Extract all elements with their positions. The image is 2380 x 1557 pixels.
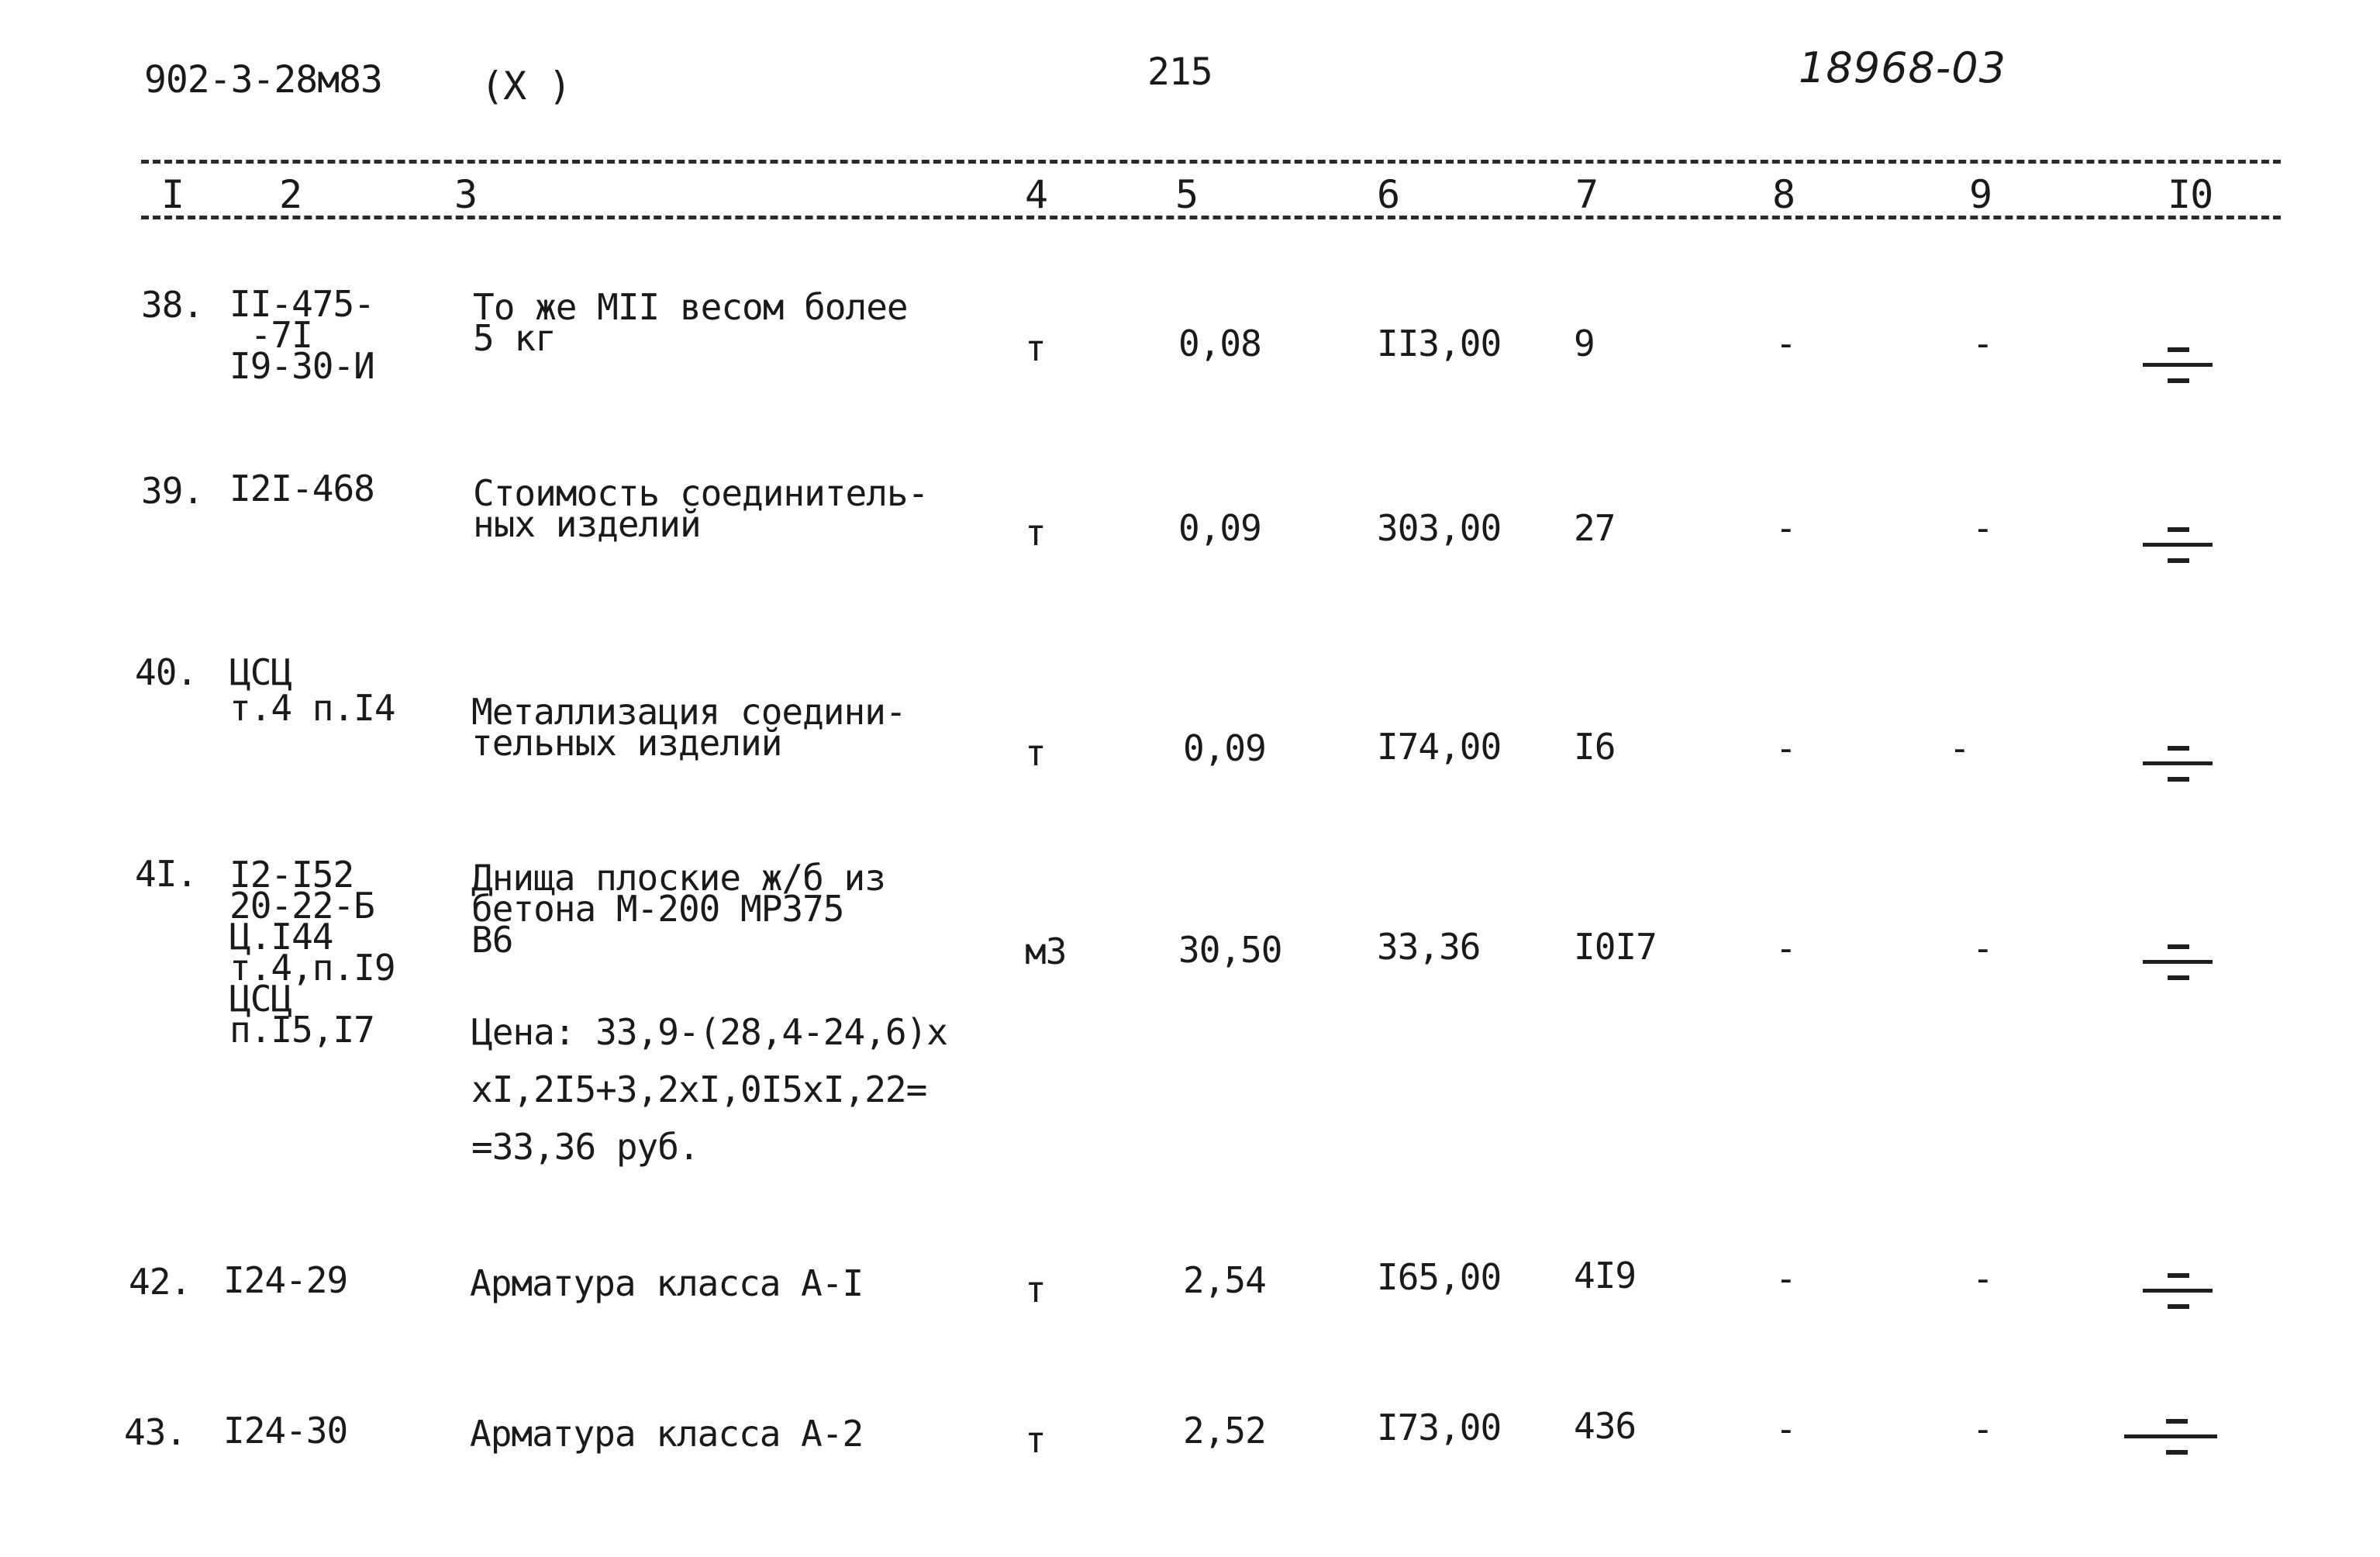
ditto-mark [2143, 347, 2213, 386]
norm-code: I24-30 [223, 1410, 348, 1452]
column-9-value: - [1972, 507, 1993, 549]
total-cost: 27 [1574, 507, 1616, 549]
price-calculation-note: Цена: 33,9-(28,4-24,6)x xI,2I5+3,2xI,0I5xI,22= =33,36 руб. [471, 1011, 947, 1168]
ditto-mark [2143, 527, 2213, 566]
quantity: 2,54 [1183, 1259, 1266, 1301]
unit: т [1025, 732, 1046, 774]
ditto-mark [2143, 1273, 2213, 1312]
row-number: 42. [129, 1261, 191, 1303]
unit-price: II3,00 [1377, 323, 1502, 364]
column-8-value: - [1775, 1408, 1796, 1450]
unit: т [1025, 1419, 1046, 1461]
total-cost: 4I9 [1574, 1255, 1637, 1296]
column-header-2: 2 [279, 172, 302, 217]
quantity: 0,09 [1183, 727, 1266, 769]
norm-code: I2-I52 20-22-Б Ц.I44 т.4,п.I9 ЦСЦ п.I5,I7 [229, 854, 395, 1051]
column-9-value: - [1972, 1408, 1993, 1450]
unit: т [1025, 327, 1046, 369]
column-header-10: I0 [2168, 172, 2213, 217]
section-marker: (X ) [481, 64, 571, 109]
column-9-value: - [1972, 1258, 1993, 1300]
total-cost: 436 [1574, 1405, 1637, 1447]
column-9-value: - [1949, 727, 1970, 769]
page-number: 215 [1147, 50, 1212, 94]
item-description: Стоимость соединитель- ных изделий [473, 472, 929, 545]
total-cost: I0I7 [1574, 926, 1657, 968]
column-header-1: I [161, 172, 185, 217]
norm-code: I2I-468 [229, 468, 374, 509]
unit-price: I74,00 [1377, 726, 1502, 768]
item-description: Арматура класса А-2 [470, 1413, 864, 1455]
unit-price: I73,00 [1377, 1407, 1502, 1448]
column-8-value: - [1775, 927, 1796, 969]
column-8-value: - [1775, 507, 1796, 549]
column-header-5: 5 [1175, 172, 1199, 217]
unit-price: 303,00 [1377, 507, 1502, 549]
row-number: 38. [141, 284, 204, 326]
total-cost: I6 [1574, 726, 1616, 768]
row-number: 43. [124, 1411, 187, 1453]
column-header-6: 6 [1377, 172, 1400, 217]
unit: т [1025, 1269, 1046, 1310]
norm-code: I24-29 [223, 1259, 348, 1301]
quantity: 0,08 [1178, 323, 1261, 364]
total-cost: 9 [1574, 323, 1595, 364]
unit-price: I65,00 [1377, 1256, 1502, 1298]
column-header-4: 4 [1025, 172, 1048, 217]
unit: м3 [1025, 930, 1067, 972]
column-8-value: - [1775, 1258, 1796, 1300]
norm-code: ЦСЦ т.4 п.I4 [229, 651, 395, 729]
unit-price: 33,36 [1377, 926, 1481, 968]
row-number: 39. [141, 470, 204, 512]
column-header-8: 8 [1772, 172, 1795, 217]
quantity: 30,50 [1178, 929, 1282, 971]
item-description: Арматура класса А-I [470, 1262, 864, 1304]
header-top-rule [141, 160, 2281, 164]
row-number: 4I. [135, 853, 198, 895]
norm-code: II-475- -7I I9-30-И [229, 283, 374, 387]
item-description: То же МII весом более 5 кг [473, 286, 908, 359]
ditto-mark [2143, 746, 2213, 785]
row-number: 40. [135, 651, 198, 693]
archive-number: 18968-03 [1799, 43, 2006, 92]
column-header-3: 3 [454, 172, 478, 217]
item-description: Металлизация соедини- тельных изделий [471, 691, 906, 764]
quantity: 2,52 [1183, 1410, 1266, 1452]
column-8-value: - [1775, 323, 1796, 364]
column-header-9: 9 [1969, 172, 1992, 217]
unit: т [1025, 512, 1046, 554]
quantity: 0,09 [1178, 507, 1261, 549]
document-code: 902-3-28м83 [144, 58, 382, 102]
column-9-value: - [1972, 323, 1993, 364]
column-8-value: - [1775, 727, 1796, 769]
ditto-mark [2143, 944, 2213, 983]
ditto-mark [2124, 1419, 2217, 1458]
column-9-value: - [1972, 927, 1993, 969]
item-description: Днища плоские ж/б из бетона М-200 МР375 В6 [471, 857, 885, 961]
column-header-7: 7 [1575, 172, 1599, 217]
